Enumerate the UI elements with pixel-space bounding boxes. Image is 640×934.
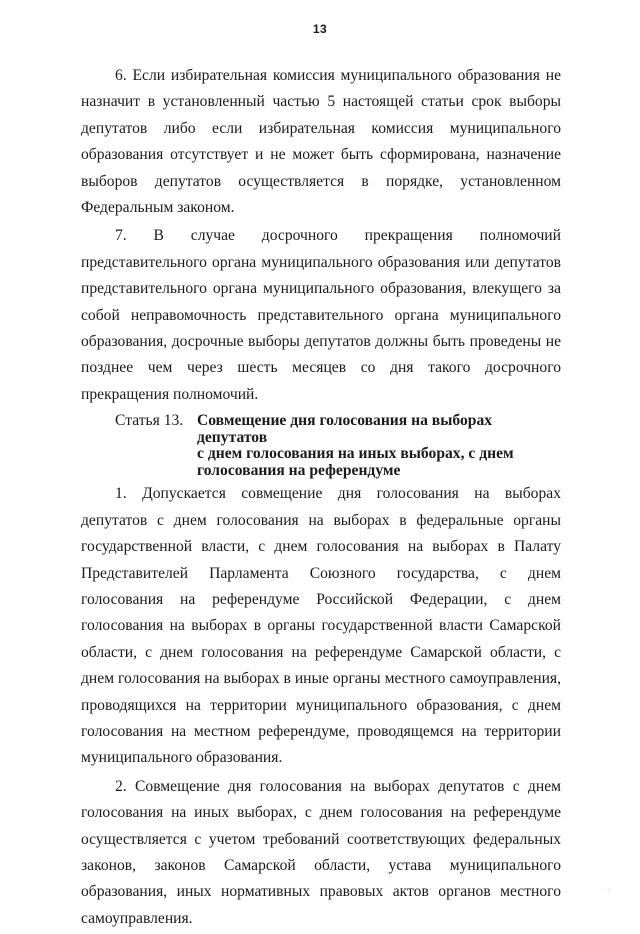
paragraph-7: 7. В случае досрочного прекращения полномочий представительного органа муниципального образования или депутатов представительного органа муниципального образования, влекущего за собой неправомочность представительного органа муниципального образования, досрочные выборы депутатов должны быть проведены не позднее чем через шесть месяцев со дня такого досрочного прекращения полномочий. — [81, 227, 561, 403]
page-number: 13 — [312, 22, 328, 36]
article-13-paragraph-1: 1. Допускается совмещение дня голосования на выборах депутатов с днем голосования на выборах в федеральные органы государственной власти, с днем голосования на выборах в Палату Представителей Парламента Союзного государства, с днем голосования на референдуме Российской Федерации, с днем голосования на выборах в органы государственной власти Самарской области, с днем голосования на референдуме Самарской области, с днем голосования на выборах в иные органы местного самоуправления, проводящихся на территории муниципального образования, с днем голосования на местном референдуме, проводящемся на территории муниципального образования. — [81, 485, 561, 767]
article-13-heading — [81, 410, 561, 479]
article-13-paragraph-2: 2. Совмещение дня голосования на выборах депутатов с днем голосования на иных выборах, с днем голосования на референдуме осуществляется с учетом требований соответствующих федеральных законов, законов Самарской области, устава муниципального образования, иных нормативных правовых актов органов местного самоуправления. — [81, 777, 561, 927]
article-title — [197, 410, 561, 479]
article-title-line-1: Совмещение дня голосования на выборах депутатов — [197, 412, 493, 446]
article-title-line-2: с днем голосования на иных выборах, с днем — [197, 445, 514, 463]
article-title-line-3: голосования на референдуме — [197, 461, 401, 479]
scan-artifact: ·:· — [604, 886, 612, 895]
article-label: Статья 13. — [115, 412, 184, 430]
document-body — [81, 63, 561, 934]
paragraph-6: 6. Если избирательная комиссия муниципального образования не назначит в установленный частью 5 настоящей статьи срок выборы депутатов либо если избирательная комиссия муниципального образования отсутствует и не может быть сформирована, назначение выборов депутатов осуществляется в порядке, установленном Федеральным законом. — [81, 67, 561, 217]
